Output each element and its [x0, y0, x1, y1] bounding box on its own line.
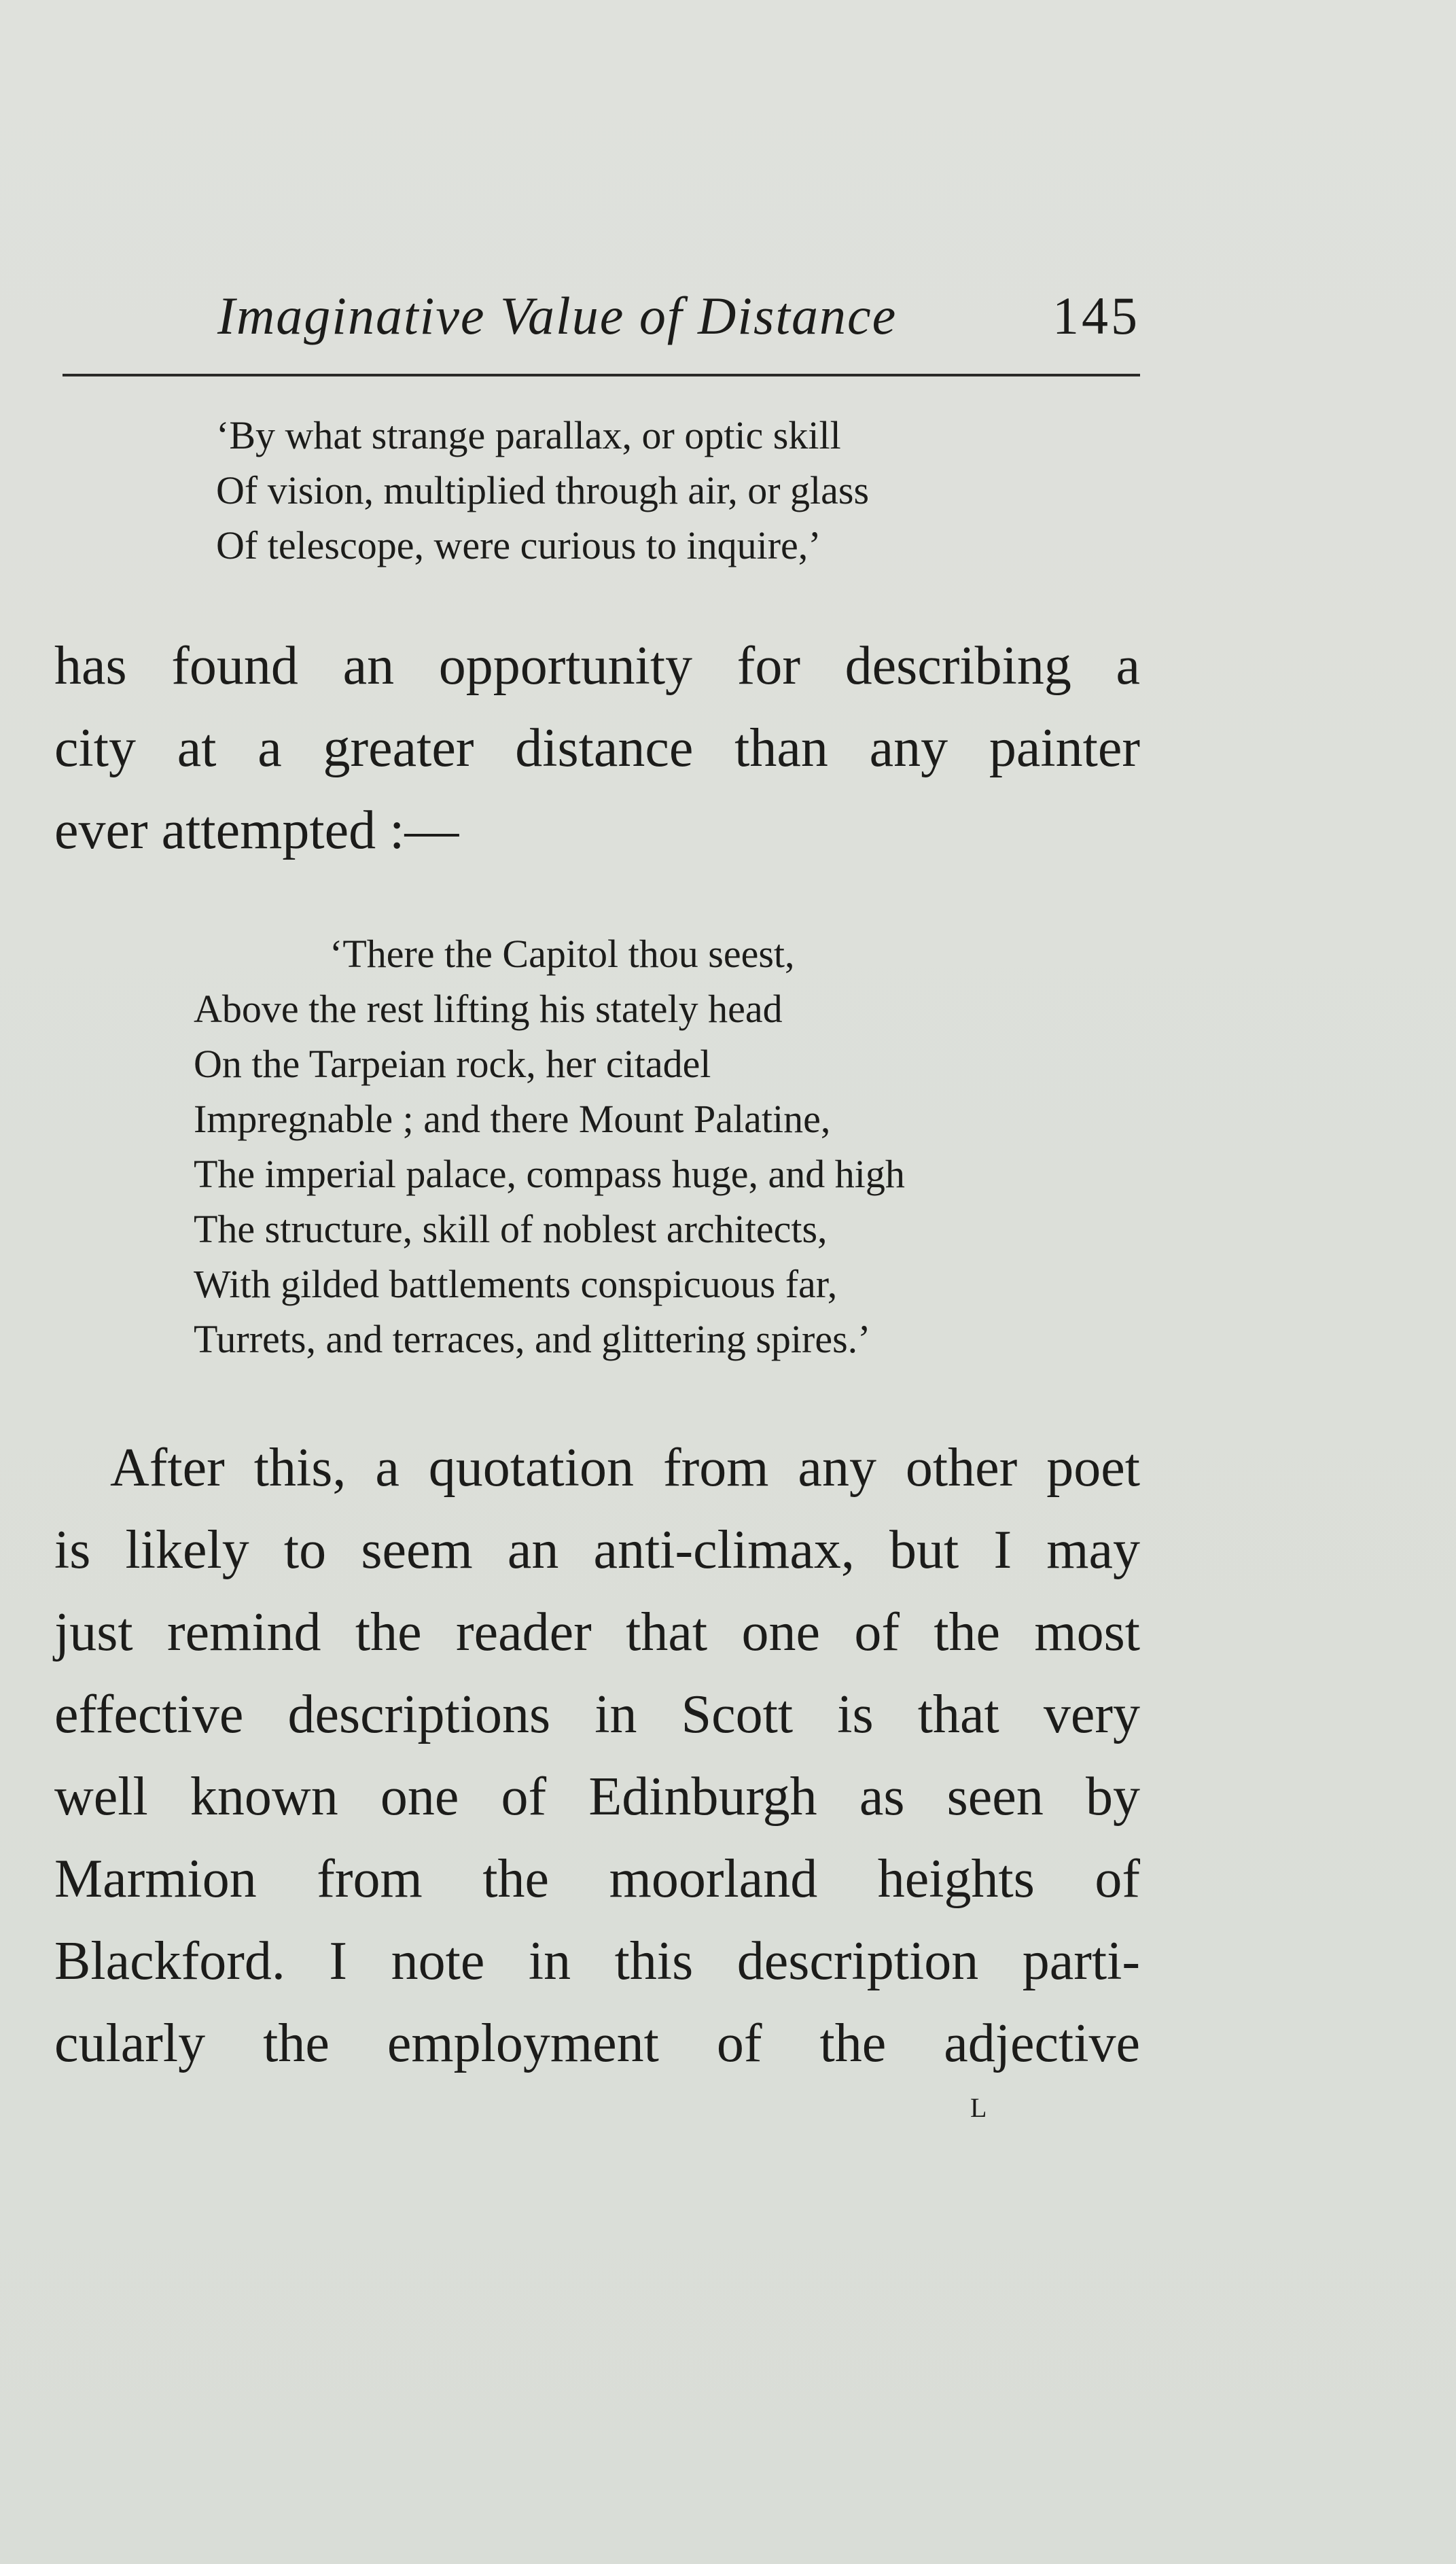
text-line: is likely to seem an anti-climax, but I may — [54, 1520, 1140, 1580]
page-number: 145 — [1052, 286, 1140, 345]
verse-line: Of vision, multiplied through air, or glass — [216, 468, 870, 512]
page-header — [204, 285, 1140, 353]
paragraph-1 — [54, 625, 1140, 872]
verse-line: Impregnable ; and there Mount Palatine, — [194, 1097, 831, 1141]
verse-quotation-2 — [194, 926, 905, 1367]
verse-line: With gilded battlements conspicuous far, — [194, 1262, 838, 1306]
text-line: After this, a quotation from any other poet — [110, 1438, 1140, 1498]
verse-line: ‘By what strange parallax, or optic skill — [216, 413, 841, 457]
signature-mark: L — [970, 2092, 989, 2123]
verse-line: The structure, skill of noblest architects, — [194, 1207, 828, 1251]
text-line: city at a greater distance than any painter — [54, 718, 1140, 778]
verse-line: ‘There the Capitol thou seest, — [330, 932, 795, 976]
text-line: Marmion from the moorland heights of — [54, 1849, 1140, 1909]
header-rule — [63, 374, 1140, 376]
verse-line: The imperial palace, compass huge, and high — [194, 1152, 905, 1196]
running-title: Imaginative Value of Distance — [217, 286, 898, 345]
verse-line: Above the rest lifting his stately head — [194, 987, 783, 1031]
text-line: Blackford. I note in this description parti- — [54, 1931, 1140, 1991]
text-line: has found an opportunity for describing a — [54, 636, 1140, 696]
paragraph-2 — [54, 1427, 1140, 2085]
text-line: just remind the reader that one of the most — [54, 1602, 1140, 1662]
text-line: well known one of Edinburgh as seen by — [54, 1767, 1140, 1827]
verse-quotation-1 — [216, 408, 869, 573]
verse-line: Turrets, and terraces, and glittering spires.’ — [194, 1317, 871, 1361]
text-line: cularly the employment of the adjective — [54, 2014, 1140, 2073]
verse-line: On the Tarpeian rock, her citadel — [194, 1042, 711, 1086]
text-line: effective descriptions in Scott is that very — [54, 1685, 1140, 1744]
verse-line: Of telescope, were curious to inquire,’ — [216, 523, 821, 567]
text-line: ever attempted :— — [54, 801, 459, 860]
